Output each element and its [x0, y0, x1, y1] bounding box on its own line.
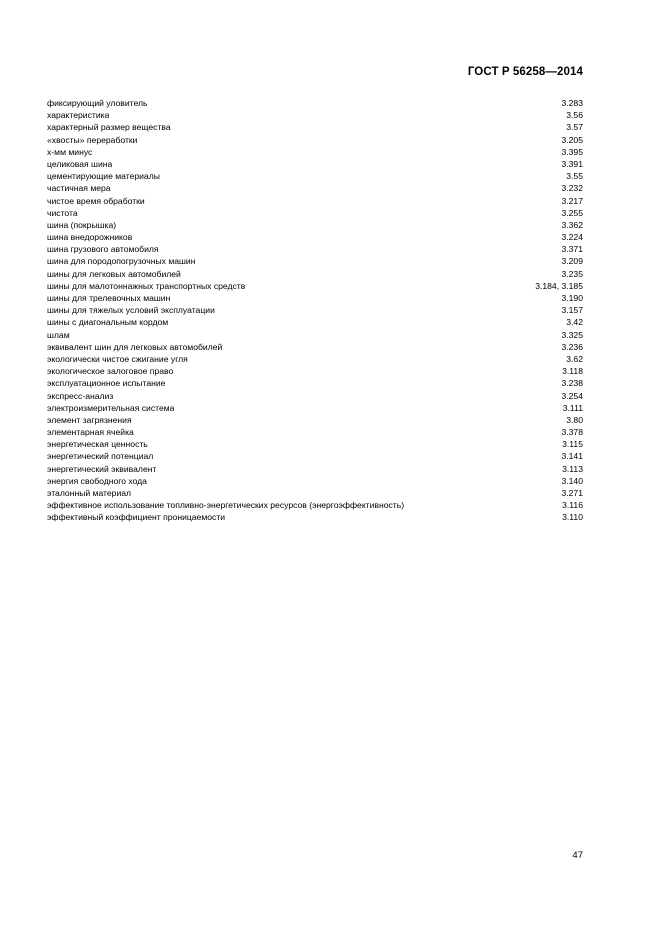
index-term: характеристика: [47, 110, 110, 121]
index-reference-number: 3.395: [561, 146, 583, 157]
index-reference-number: 3.115: [562, 439, 583, 450]
index-entry: [47, 170, 583, 182]
index-entry: [47, 414, 583, 426]
index-term: экспресс-анализ: [47, 390, 114, 401]
index-reference-number: 3.55: [566, 171, 583, 182]
index-reference-number: 3.238: [561, 378, 583, 389]
document-standard-number: ГОСТ Р 56258—2014: [467, 66, 583, 78]
index-reference-number: 3.254: [561, 390, 583, 401]
index-entry: [47, 463, 583, 475]
index-reference-number: 3.62: [566, 353, 583, 364]
page-number: 47: [572, 850, 583, 861]
index-reference-number: 3.371: [561, 244, 583, 255]
index-entry: [47, 499, 583, 511]
index-term: эффективное использование топливно-энергетических ресурсов (энергоэффективность): [47, 500, 405, 511]
index-entry: [47, 341, 583, 353]
index-entry: [47, 207, 583, 219]
index-reference-number: 3.140: [561, 475, 583, 486]
index-reference-number: 3.325: [561, 329, 583, 340]
index-entry: [47, 316, 583, 328]
index-entry: [47, 121, 583, 133]
index-term: энергия свободного хода: [47, 475, 147, 486]
index-entry: [47, 475, 583, 487]
index-reference-number: 3.111: [562, 402, 583, 413]
index-entry: [47, 280, 583, 292]
index-term: энергетический эквивалент: [47, 463, 157, 474]
index-term: шины для трелевочных машин: [47, 293, 171, 303]
index-term: экологическое залоговое право: [47, 366, 174, 377]
index-entry: [47, 511, 583, 523]
index-term: энергетический потенциал: [47, 451, 154, 462]
index-reference-number: 3.56: [566, 110, 583, 121]
index-entry: [47, 97, 583, 109]
index-reference-number: 3.141: [561, 451, 583, 462]
index-reference-number: 3.232: [561, 183, 583, 194]
index-reference-number: 3.205: [561, 134, 583, 145]
index-entry: [47, 292, 583, 304]
index-term: шина для породопогрузочных машин: [47, 256, 196, 267]
index-term: х-мм минус: [47, 146, 93, 157]
index-term: элементарная ячейка: [47, 427, 134, 438]
index-term: шины с диагональным кордом: [47, 317, 169, 328]
index-term: эталонный материал: [47, 488, 132, 498]
index-reference-number: 3.362: [561, 219, 583, 230]
index-term: «хвосты» переработки: [47, 134, 138, 145]
index-term: энергетическая ценность: [47, 439, 148, 450]
index-term: частичная мера: [47, 183, 111, 194]
index-entry: [47, 219, 583, 231]
index-reference-number: 3.184, 3.185: [535, 280, 583, 291]
index-reference-number: 3.378: [561, 427, 583, 438]
index-entry: [47, 146, 583, 158]
index-reference-number: 3.236: [561, 341, 583, 352]
index-term: экологически чистое сжигание угля: [47, 353, 188, 364]
index-reference-number: 3.235: [561, 268, 583, 279]
index-term: электроизмерительная система: [47, 402, 175, 413]
index-reference-number: 3.283: [561, 98, 583, 108]
index-entry: [47, 268, 583, 280]
index-reference-number: 3.116: [562, 500, 583, 511]
index-term: шина (покрышка): [47, 219, 117, 230]
index-reference-number: 3.118: [562, 366, 583, 377]
index-entry: [47, 134, 583, 146]
index-entry: [47, 390, 583, 402]
index-reference-number: 3.157: [561, 305, 583, 316]
index-term: фиксирующий уловитель: [47, 98, 148, 108]
index-term: чистое время обработки: [47, 195, 145, 206]
index-term: эффективный коэффициент проницаемости: [47, 512, 226, 523]
index-entry: [47, 109, 583, 121]
index-term: элемент загрязнения: [47, 414, 132, 425]
index-entry: [47, 402, 583, 414]
index-term: шлам: [47, 329, 70, 340]
alphabetical-term-index: [47, 97, 583, 524]
index-reference-number: 3.80: [566, 414, 583, 425]
index-entry: [47, 243, 583, 255]
index-entry: [47, 182, 583, 194]
index-entry: [47, 231, 583, 243]
index-term: эксплуатационное испытание: [47, 378, 166, 389]
index-term: характерный размер вещества: [47, 122, 171, 133]
index-term: чистота: [47, 207, 78, 218]
index-entry: [47, 487, 583, 499]
index-term: целиковая шина: [47, 158, 113, 169]
index-term: шина внедорожников: [47, 232, 133, 243]
index-reference-number: 3.113: [562, 463, 583, 474]
index-term: шины для малотоннажных транспортных средств: [47, 280, 246, 291]
index-reference-number: 3.271: [561, 488, 583, 498]
index-reference-number: 3.110: [562, 512, 583, 523]
index-term: шины для легковых автомобилей: [47, 268, 181, 279]
index-entry: [47, 365, 583, 377]
index-entry: [47, 304, 583, 316]
index-entry: [47, 426, 583, 438]
index-term: эквивалент шин для легковых автомобилей: [47, 341, 223, 352]
index-reference-number: 3.42: [566, 317, 583, 328]
index-entry: [47, 450, 583, 462]
index-reference-number: 3.217: [561, 195, 583, 206]
index-reference-number: 3.209: [561, 256, 583, 267]
index-reference-number: 3.57: [566, 122, 583, 133]
index-entry: [47, 255, 583, 267]
index-entry: [47, 438, 583, 450]
index-term: шины для тяжелых условий эксплуатации: [47, 305, 215, 316]
index-reference-number: 3.224: [561, 232, 583, 243]
index-reference-number: 3.391: [561, 158, 583, 169]
index-entry: [47, 377, 583, 389]
index-entry: [47, 158, 583, 170]
index-reference-number: 3.255: [561, 207, 583, 218]
index-reference-number: 3.190: [561, 293, 583, 303]
index-entry: [47, 329, 583, 341]
index-term: шина грузового автомобиля: [47, 244, 159, 255]
index-entry: [47, 195, 583, 207]
index-term: цементирующие материалы: [47, 171, 160, 182]
index-entry: [47, 353, 583, 365]
